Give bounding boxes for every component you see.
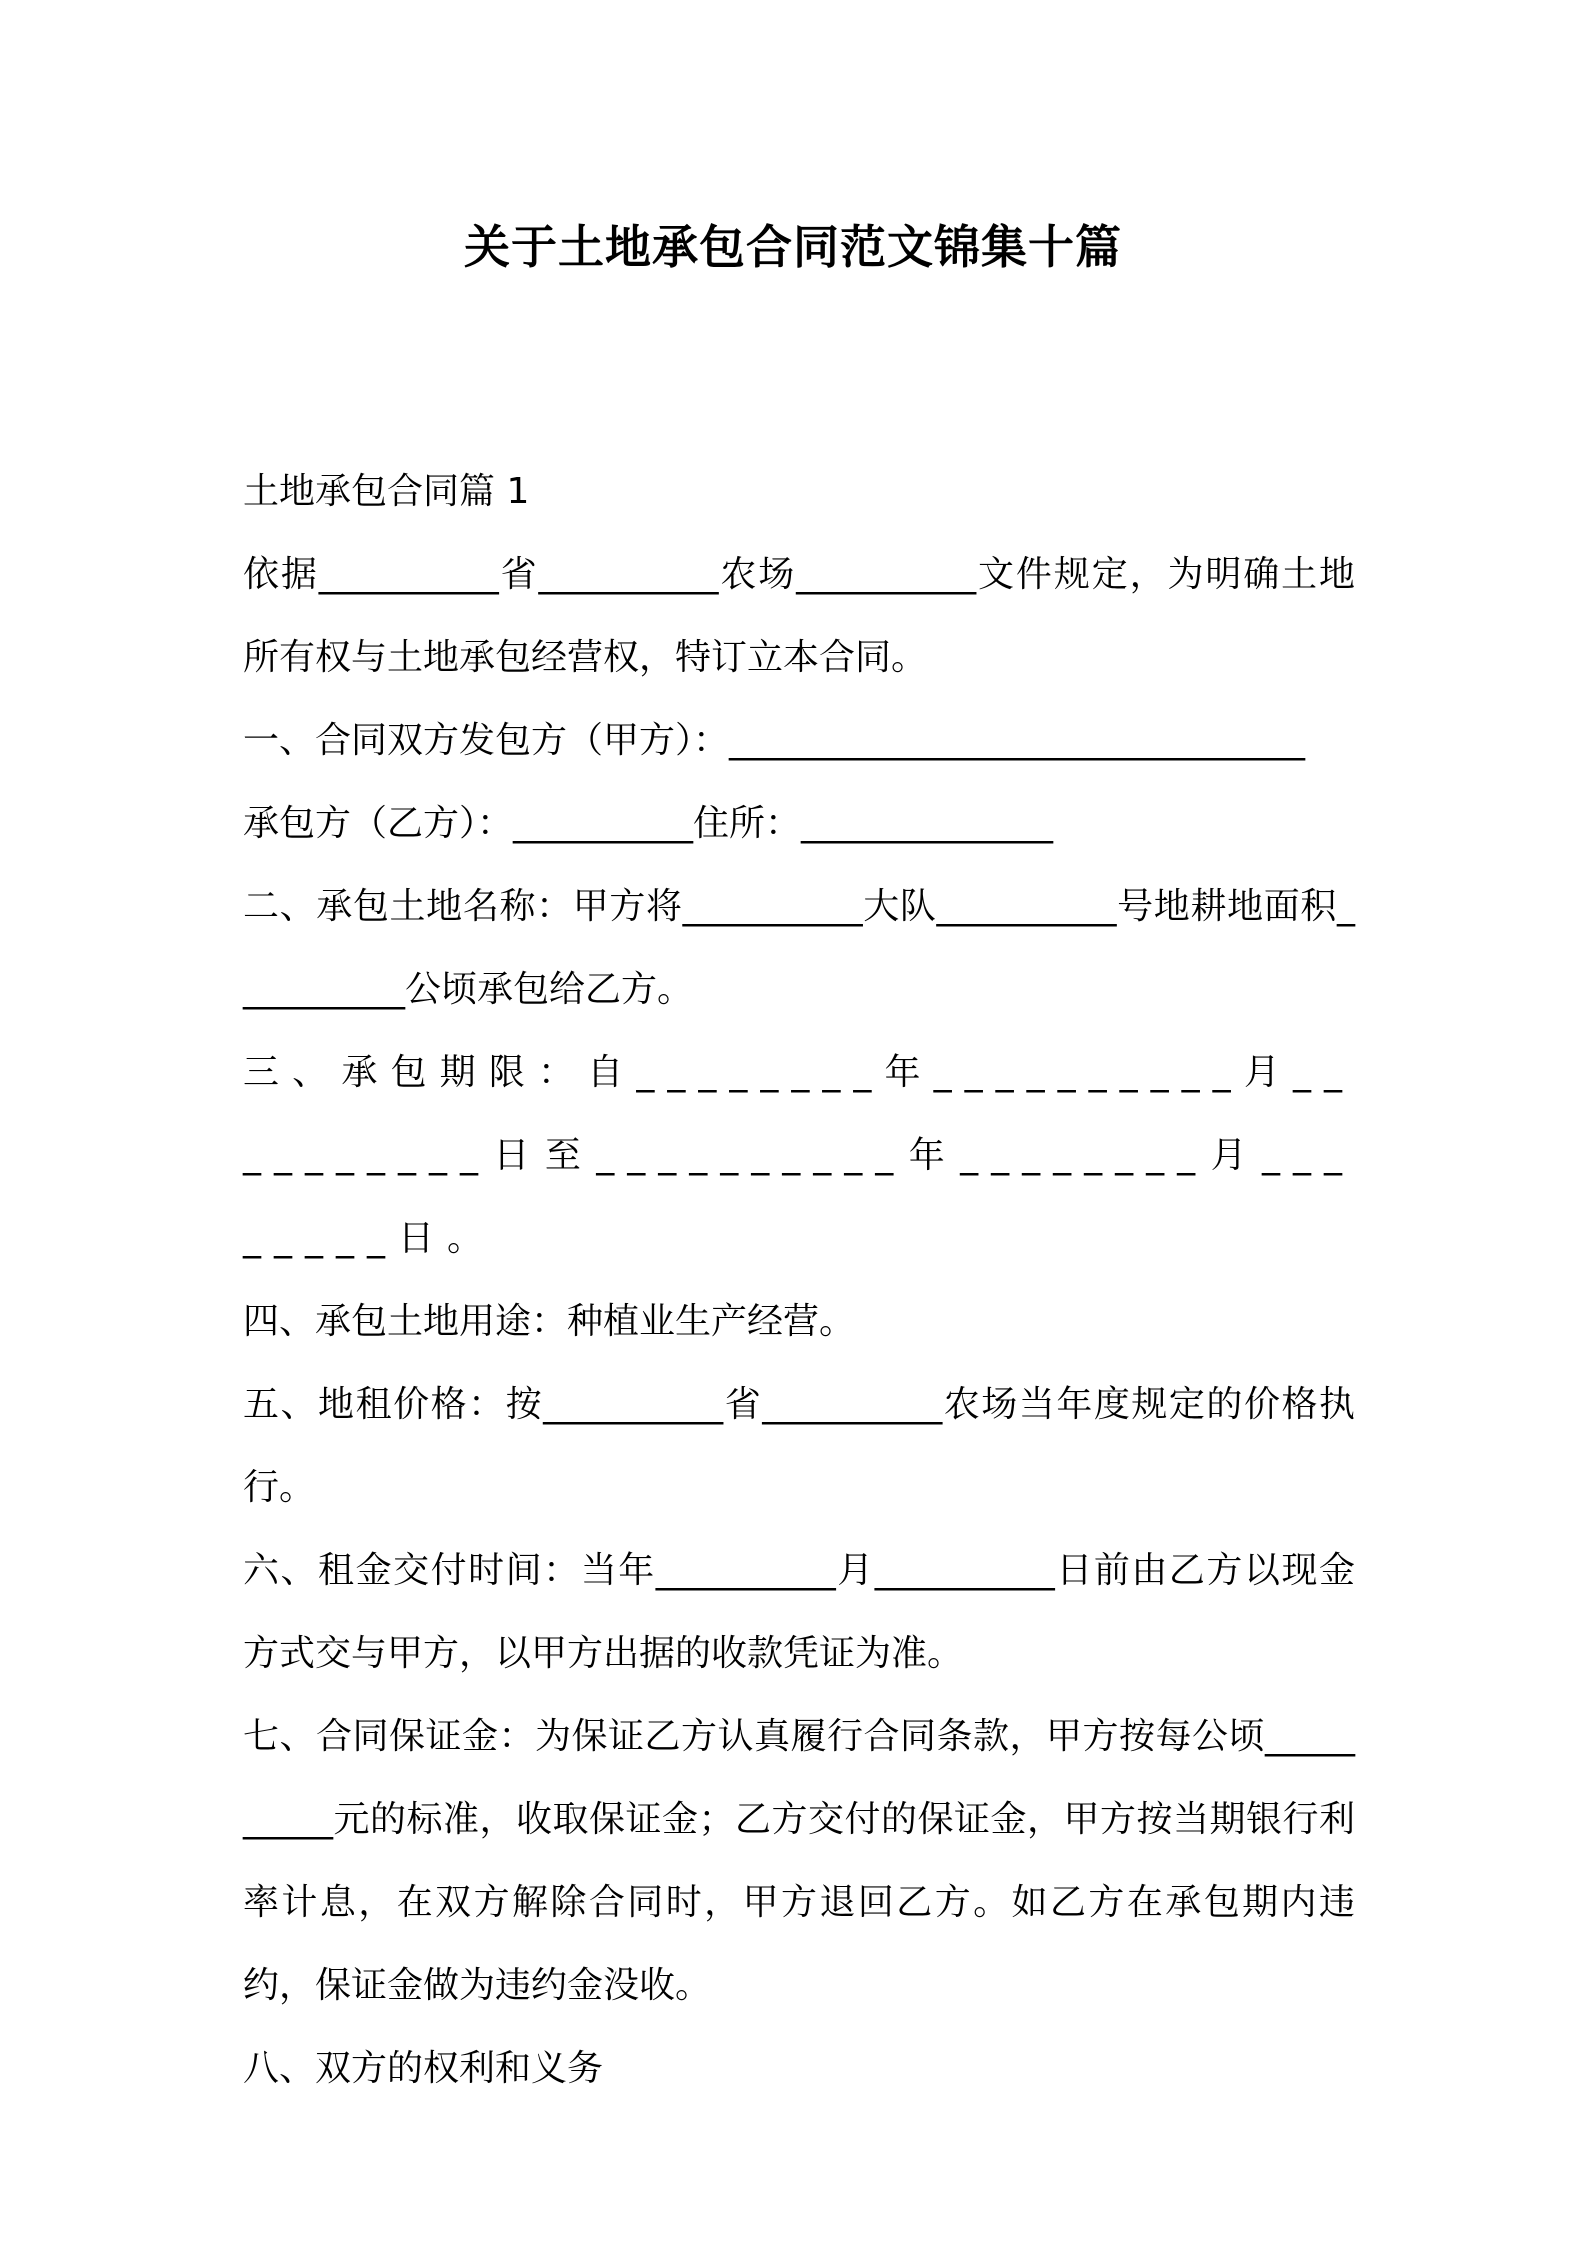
- document-title: 关于土地承包合同范文锦集十篇: [464, 220, 1122, 274]
- paragraph-basis: 依据__________省__________农场__________文件规定，为明确土地所有权与土地承包经营权，特订立本合同。: [243, 554, 1355, 678]
- paragraph-payment-time: 六、租金交付时间：当年__________月__________日前由乙方以现金方式交与甲方，以甲方出据的收款凭证为准。: [243, 1550, 1355, 1674]
- document-body: [243, 450, 1355, 2110]
- section-title: 土地承包合同篇 1: [243, 471, 530, 512]
- paragraph-rent-price: 五、地租价格：按__________省__________农场当年度规定的价格执行。: [243, 1384, 1355, 1508]
- paragraph-rights-duties: 八、双方的权利和义务: [243, 2048, 604, 2089]
- paragraph-land-use: 四、承包土地用途：种植业生产经营。: [243, 1301, 856, 1342]
- paragraph-term: 三、承包期限：自________年__________月__________日至__________年________月________日。: [243, 1052, 1355, 1259]
- paragraph-party-b: 承包方（乙方）：__________住所：______________: [243, 803, 1054, 844]
- paragraph-party-a: 一、合同双方发包方（甲方）：________________________________: [243, 720, 1306, 761]
- paragraph-land-name: 二、承包土地名称：甲方将__________大队__________号地耕地面积__________公顷承包给乙方。: [243, 886, 1355, 1010]
- paragraph-deposit: 七、合同保证金：为保证乙方认真履行合同条款，甲方按每公顷__________元的标准，收取保证金；乙方交付的保证金，甲方按当期银行利率计息，在双方解除合同时，甲方退回乙方。如乙方在承包期内违约，保证金做为违约金没收。: [243, 1716, 1355, 2006]
